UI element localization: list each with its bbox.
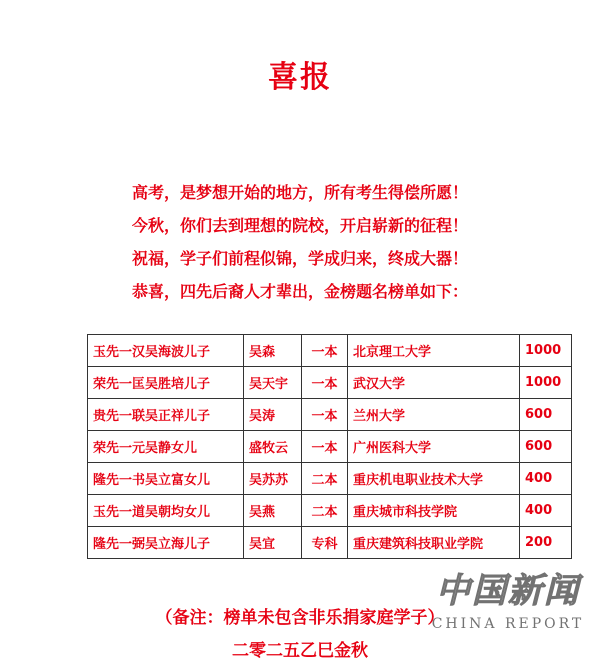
school-cell: 武汉大学 xyxy=(348,367,520,399)
date-line: 二零二五乙巳金秋 xyxy=(232,641,368,661)
table-row xyxy=(88,527,572,559)
watermark-chinese-text: 中国新闻 xyxy=(436,571,580,611)
family-cell: 玉先一道吴朝均女儿 xyxy=(88,495,244,527)
family-cell: 隆先一弼吴立海儿子 xyxy=(88,527,244,559)
admission-type-cell: 二本 xyxy=(302,463,348,495)
student-name-cell: 吴涛 xyxy=(244,399,302,431)
student-name-cell: 吴宜 xyxy=(244,527,302,559)
admission-type-cell: 一本 xyxy=(302,335,348,367)
family-cell: 贵先一联吴正祥儿子 xyxy=(88,399,244,431)
table-row xyxy=(88,335,572,367)
footnote: （备注：榜单未包含非乐捐家庭学子） xyxy=(155,608,445,628)
intro-paragraph xyxy=(0,176,600,308)
table-row xyxy=(88,399,572,431)
school-cell: 广州医科大学 xyxy=(348,431,520,463)
admission-type-cell: 一本 xyxy=(302,399,348,431)
intro-line-4: 恭喜，四先后裔人才辈出，金榜题名榜单如下： xyxy=(131,282,468,301)
school-cell: 北京理工大学 xyxy=(348,335,520,367)
intro-line-3: 祝福，学子们前程似锦，学成归来，终成大器！ xyxy=(131,249,468,268)
admission-type-cell: 一本 xyxy=(302,367,348,399)
page-title: 喜报 xyxy=(268,60,332,95)
student-name-cell: 盛牧云 xyxy=(244,431,302,463)
family-cell: 荣先一匡吴胜培儿子 xyxy=(88,367,244,399)
family-cell: 隆先一书吴立富女儿 xyxy=(88,463,244,495)
amount-cell: 1000 xyxy=(520,335,572,367)
honor-list-table xyxy=(87,334,572,559)
amount-cell: 400 xyxy=(520,463,572,495)
school-cell: 重庆建筑科技职业学院 xyxy=(348,527,520,559)
school-cell: 重庆城市科技学院 xyxy=(348,495,520,527)
admission-type-cell: 二本 xyxy=(302,495,348,527)
amount-cell: 200 xyxy=(520,527,572,559)
amount-cell: 600 xyxy=(520,431,572,463)
watermark-english-text: CHINA REPORT xyxy=(431,616,585,632)
amount-cell: 400 xyxy=(520,495,572,527)
school-cell: 重庆机电职业技术大学 xyxy=(348,463,520,495)
intro-line-2: 今秋，你们去到理想的院校，开启崭新的征程！ xyxy=(131,216,468,235)
china-report-watermark xyxy=(428,568,588,648)
table-row xyxy=(88,463,572,495)
family-cell: 玉先一汉吴海波儿子 xyxy=(88,335,244,367)
student-name-cell: 吴天宇 xyxy=(244,367,302,399)
student-name-cell: 吴苏苏 xyxy=(244,463,302,495)
table-row xyxy=(88,495,572,527)
amount-cell: 1000 xyxy=(520,367,572,399)
intro-line-1: 高考，是梦想开始的地方，所有考生得偿所愿！ xyxy=(131,183,468,202)
admission-type-cell: 专科 xyxy=(302,527,348,559)
family-cell: 荣先一元吴静女儿 xyxy=(88,431,244,463)
amount-cell: 600 xyxy=(520,399,572,431)
student-name-cell: 吴燕 xyxy=(244,495,302,527)
student-name-cell: 吴森 xyxy=(244,335,302,367)
table-row xyxy=(88,367,572,399)
admission-type-cell: 一本 xyxy=(302,431,348,463)
school-cell: 兰州大学 xyxy=(348,399,520,431)
table-row xyxy=(88,431,572,463)
